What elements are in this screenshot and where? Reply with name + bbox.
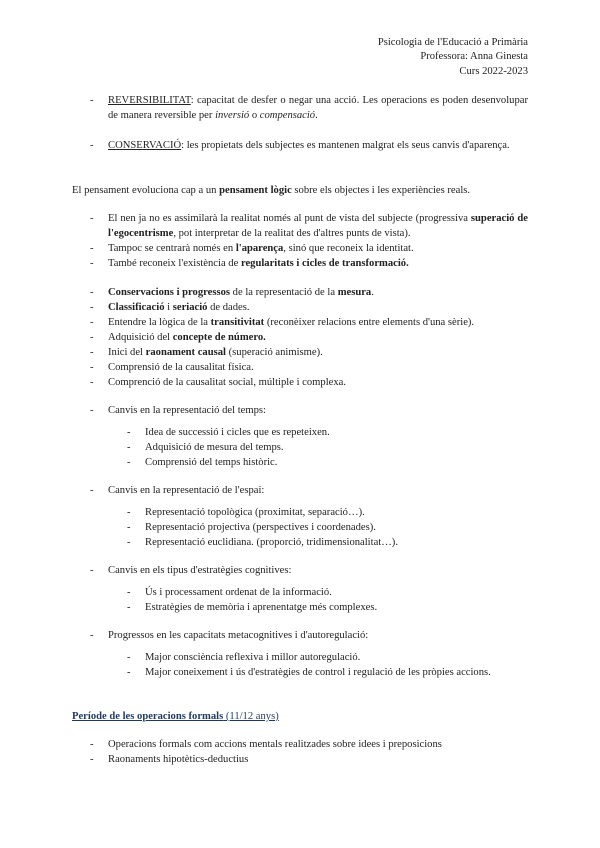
section-heading — [72, 709, 528, 724]
header-teacher: Professora: Anna Ginesta — [420, 51, 528, 63]
list-item: - També reconeix l'existència de regularitats i cicles de transformació. — [72, 256, 528, 271]
operations-properties-list — [72, 93, 528, 153]
list-item: - El nen ja no es assimilarà la realitat només al punt de vista del subjecte (progressiva superació de l'egocentrisme, pot interpretar de la realitat des d'altres punts de vista). — [72, 211, 528, 241]
sub-list-item: - Comprensió del temps històric. — [72, 455, 528, 470]
sub-list-item: - Ús i processament ordenat de la informació. — [72, 585, 528, 600]
section-title: Període de les operacions formals — [72, 711, 224, 722]
sub-list-item: - Estratègies de memòria i aprenentatge més complexes. — [72, 600, 528, 615]
header-year: Curs 2022-2023 — [459, 65, 528, 77]
list-item: - Tampoc se centrarà només en l'aparença, sinó que reconeix la identitat. — [72, 241, 528, 256]
paragraph-logical-thinking: El pensament evoluciona cap a un pensament lògic sobre els objectes i les experiències reals. — [72, 185, 471, 196]
space-representation-list — [72, 483, 528, 550]
sub-list-item: - Representació topològica (proximitat, separació…). — [72, 505, 528, 520]
sub-list-item: - Major consciència reflexiva i millor autoregulació. — [72, 650, 528, 665]
cognitive-strategies-list — [72, 563, 528, 615]
sub-list-item: - Idea de successió i cicles que es repeteixen. — [72, 425, 528, 440]
list-item: - Canvis en la representació del temps: — [72, 403, 528, 418]
list-item: - Comprenció de la causalitat social, múltiple i complexa. — [72, 375, 528, 390]
header-course: Psicologia de l'Educació a Primària — [377, 37, 528, 48]
sub-list-item: - Major coneixement i ús d'estratègies de control i regulació de les pròpies accions. — [72, 665, 528, 680]
list-item-conservation: - CONSERVACIÓ: les propietats dels subjectes es mantenen malgrat els seus canvis d'aparença. — [72, 138, 528, 153]
term-reversibility: REVERSIBILITAT — [108, 95, 191, 106]
list-item: - Entendre la lògica de la transitivitat (reconèixer relacions entre elements d'una sèrie). — [72, 315, 528, 330]
term-conservation: CONSERVACIÓ — [108, 140, 182, 151]
section-age: (11/12 anys) — [223, 711, 279, 722]
list-item: - Canvis en la representació de l'espai: — [72, 483, 528, 498]
sub-list-item: - Representació projectiva (perspectives i coordenades). — [72, 520, 528, 535]
list-item: - Canvis en els tipus d'estratègies cognitives: — [72, 563, 528, 578]
progress-list — [72, 285, 528, 390]
sub-list-item: - Representació euclidiana. (proporció, tridimensionalitat…). — [72, 535, 528, 550]
list-item: - Operacions formals com accions mentals realitzades sobre idees i preposicions — [72, 737, 528, 752]
sub-list-item: - Adquisició de mesura del temps. — [72, 440, 528, 455]
list-item: - Conservacions i progressos de la representació de la mesura. — [72, 285, 528, 300]
page-header — [378, 36, 528, 79]
list-item-reversibility: - REVERSIBILITAT: capacitat de desfer o negar una acció. Les operacions es poden desenvolupar de manera reversible per inversió o compensació. — [72, 93, 528, 123]
list-item: - Classificació i seriació de dades. — [72, 300, 528, 315]
list-item: - Progressos en les capacitats metacognitives i d'autoregulació: — [72, 628, 528, 643]
egocentrism-list — [72, 211, 528, 271]
metacognition-list — [72, 628, 528, 680]
formal-operations-list — [72, 737, 528, 767]
list-item: - Inici del raonament causal (superació animisme). — [72, 345, 528, 360]
list-item: - Adquisició del concepte de número. — [72, 330, 528, 345]
list-item: - Comprensió de la causalitat física. — [72, 360, 528, 375]
list-item: - Raonaments hipotètics-deductius — [72, 752, 528, 767]
time-representation-list — [72, 403, 528, 470]
